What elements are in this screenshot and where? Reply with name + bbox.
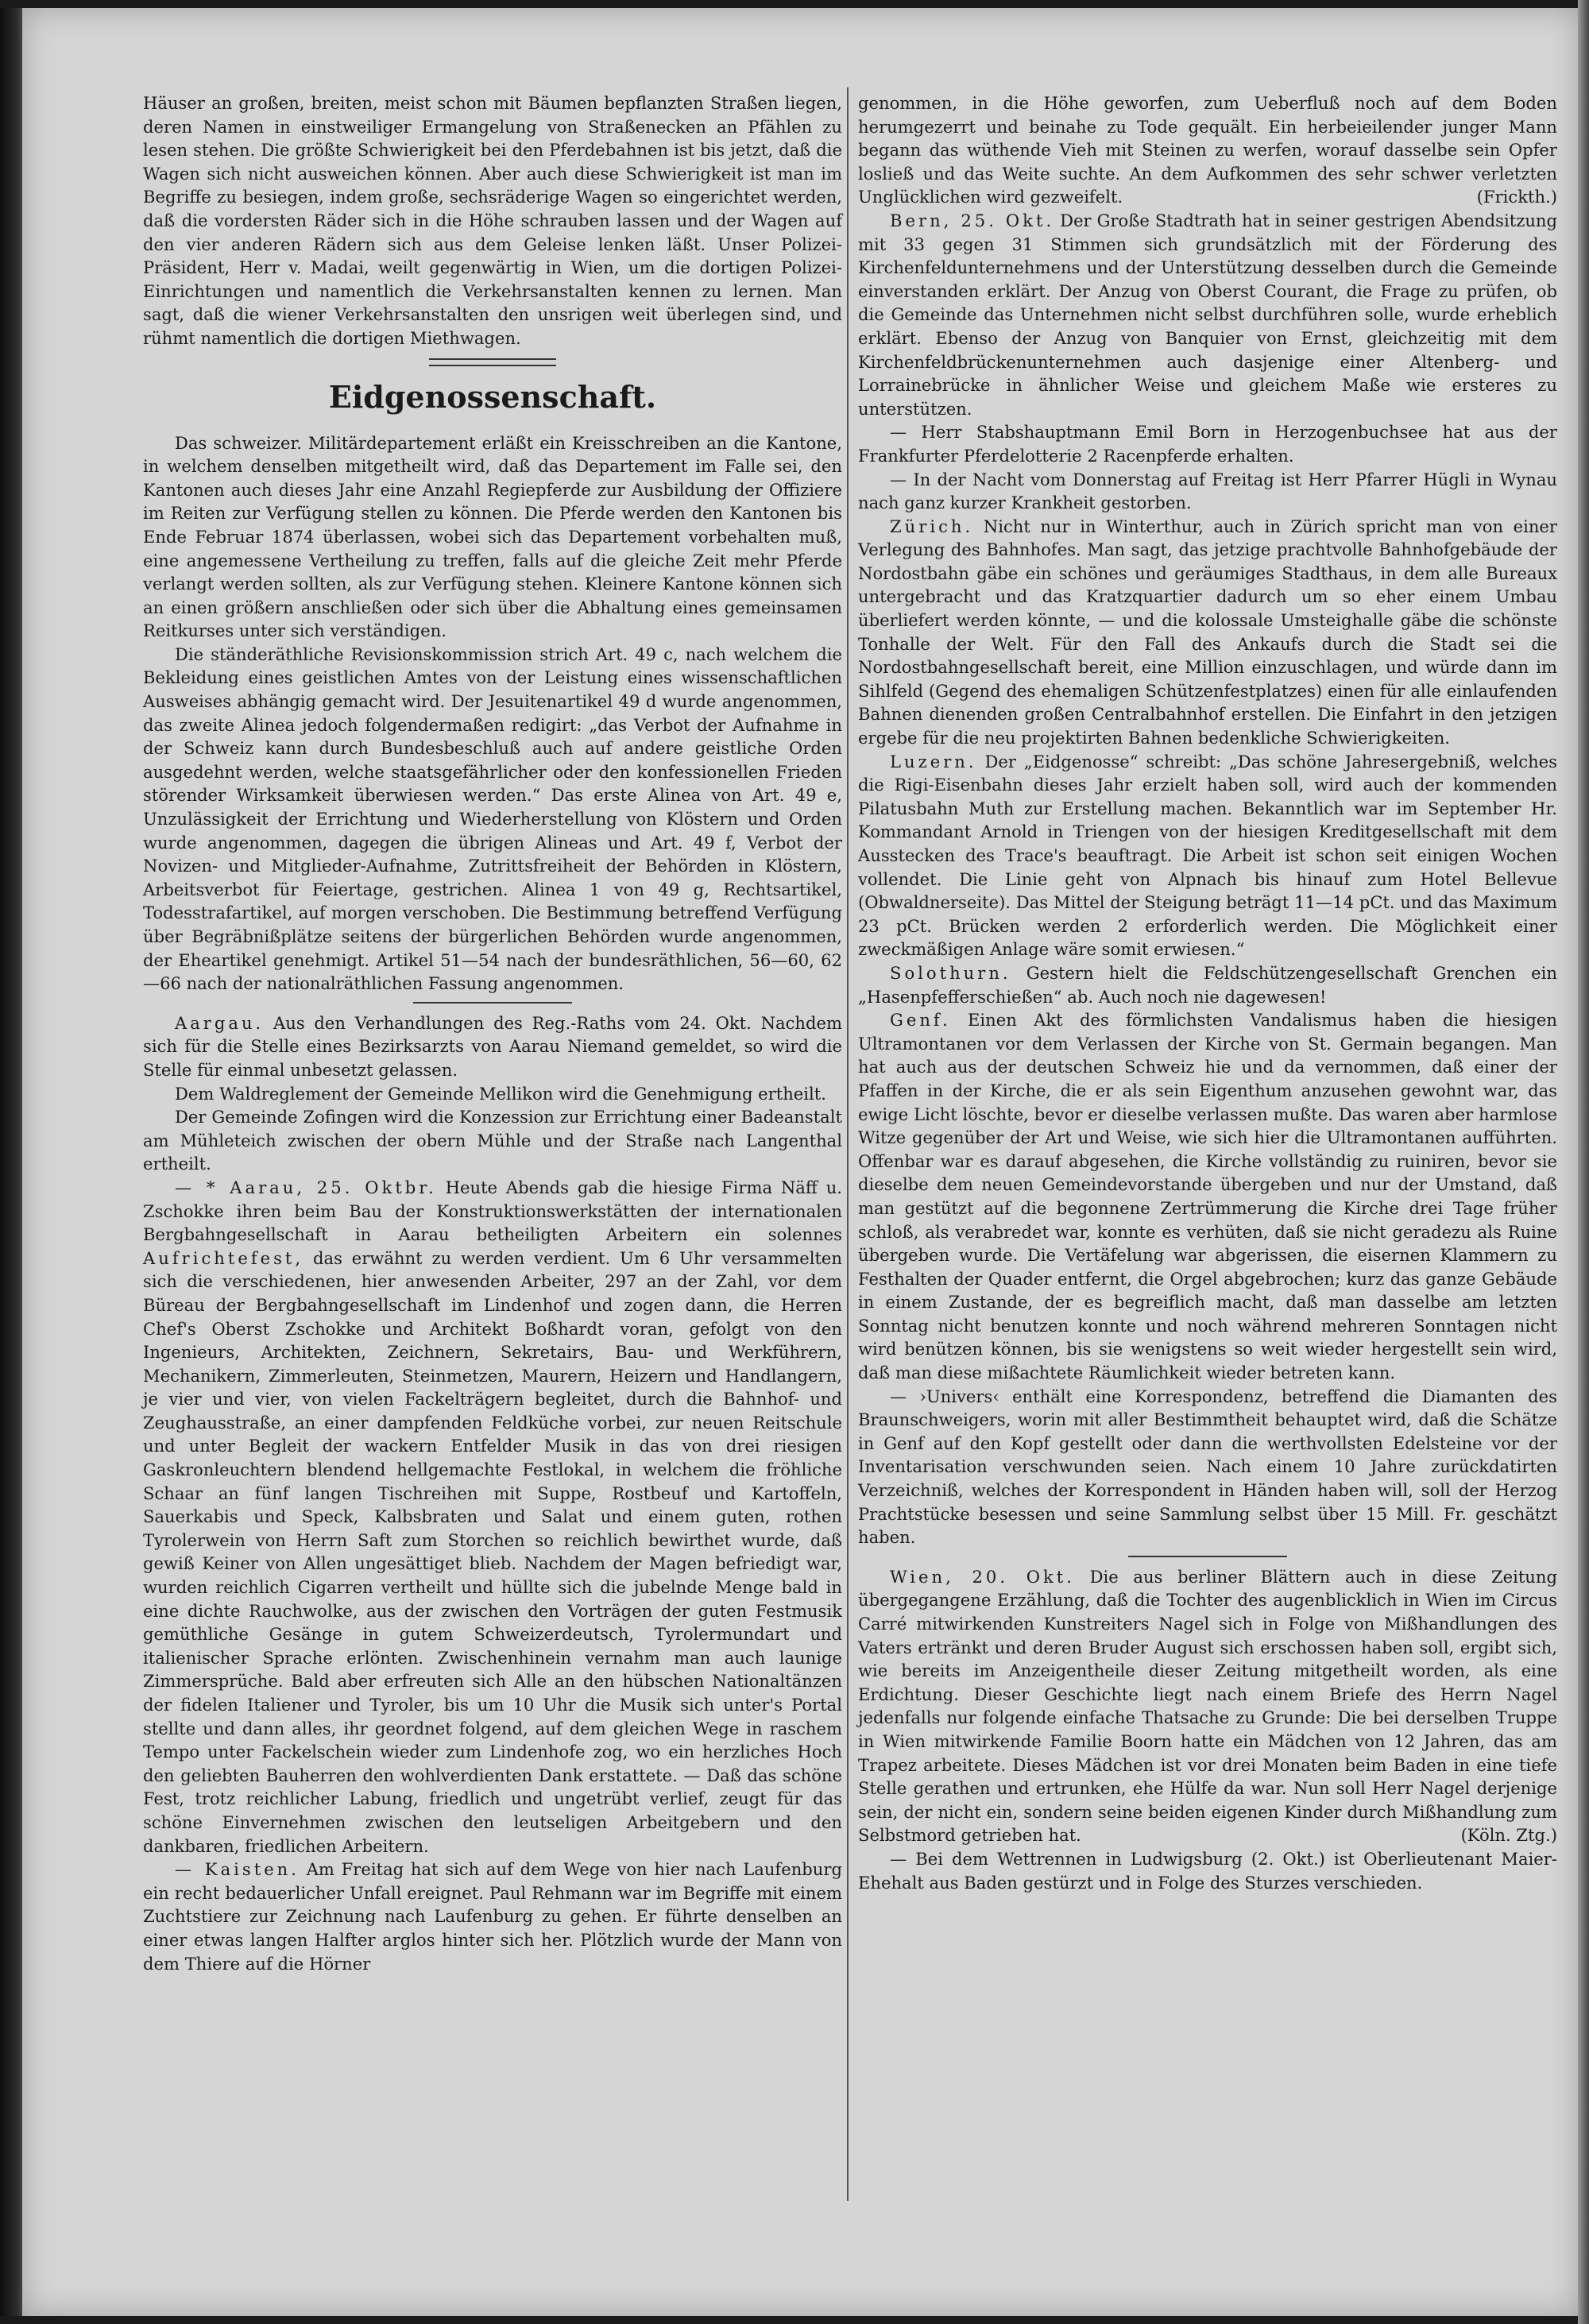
article-kaisten-continuation <box>858 91 1557 209</box>
right-column <box>858 91 1557 1894</box>
source-koeln-ztg: (Köln. Ztg.) <box>1460 1825 1557 1846</box>
article-aargau <box>143 1011 842 1082</box>
aufrichtefest-word: Aufrichtefest, <box>143 1247 304 1268</box>
article-kaisten <box>143 1858 842 1975</box>
article-revisionskommission: Die ständeräthliche Revisionskommission strich Art. 49 c, nach welchem die Bekleidung eines geistlichen Amtes von der Leistung eines wissenschaftlichen Ausweises abhängig gemacht wird. Der Jesuitenartikel 49 d wurde angenommen, das zweite Alinea jedoch folgendermaßen redigirt: „das Verbot der Aufnahme in der Schweiz kann durch Bundesbeschluß auch auf andere geistliche Orden ausgedehnt werden, welche staatsgefährlicher oder den konfessionellen Frieden störender Wirksamkeit überwiesen werden.“ Das erste Alinea von Art. 49 e, Unzulässigkeit der Errichtung und Wiederherstellung von Klöstern und Orden wurde angenommen, dagegen die übrigen Alineas und Art. 49 f, Verbot der Novizen- und Mitglieder-Aufnahme, Zutrittsfreiheit der Behörden in Klöstern, Arbeitsverbot für Feiertage, gestrichen. Alinea 1 von 49 g, Rechtsartikel, Todesstrafartikel, auf morgen verschoben. Die Bestimmung betreffend Verfügung über Begräbnißplätze seitens der bürgerlichen Behörden wurde angenommen, der Eheartikel genehmigt. Artikel 51—54 nach der bundesräthlichen, 56—60, 62—66 nach der nationalräthlichen Fassung angenommen. <box>143 644 842 994</box>
article-genf-text: Einen Akt des förmlichsten Vandalismus haben die hiesigen Ultramontanen vor dem Verlassen der Kirche von St. Germain begangen. Man hat auch aus der deutschen Schweiz hie und da vernommen, daß einer der Pfaffen in der Kirche, die er als sein Eigenthum anzusehen gewohnt war, das ewige Licht löschte, bevor er dieselbe verlassen mußte. Das waren aber harmlose Witze gegenüber der Art und Weise, wie sich hier die Ultramontanen aufführten. Offenbar war es darauf abgesehen, die Kirche vollständig zu ruiniren, bevor sie dieselbe dem neuen Gemeindevorstande übergeben und nur der Umstand, daß man gestützt auf die begonnene Zertrümmerung die Kirche drei Tage früher schloß, als verabredet war, konnte es verhüten, daß sie nicht geradezu als Ruine übergeben wurde. Die Vertäfelung war abgerissen, die eisernen Klammern zu Festhalten der Quader entfernt, die Orgel abgebrochen; kurz das ganze Gebäude in einem Zustande, der es begreiflich macht, daß man dasselbe am letzten Sonntag nicht benutzen konnte und noch während mehreren Sonntagen nicht wird benützen können, bis sie wenigstens so weit wieder hergestellt sein wird, daß man diese mißachtete Räumlichkeit wieder betreten kann. <box>858 1010 1557 1383</box>
article-aarau-text: das erwähnt zu werden verdient. Um 6 Uhr versammelten sich die verschiedenen, hier anwesenden Arbeiter, 297 an der Zahl, vor dem Büreau der Bergbahngesellschaft im Lindenhof und zogen dann, die Herren Chef's Oberst Zschokke und Architekt Boßhardt voran, gefolgt von den Ingenieurs, Architekten, Zeichnern, Sekretairs, Bau- und Werkführern, Mechanikern, Zimmerleuten, Steinmetzen, Maurern, Heizern und Handlangern, je vier und vier, von vielen Fackelträgern begleitet, durch die Bahnhof- und Zeughausstraße, an einer dampfenden Feldküche vorbei, zur neuen Reitschule und unter Begleit der wackern Entfelder Musik in das von drei riesigen Gaskronleuchtern blendend hellgemachte Festlokal, in welchem die fröhliche Schaar an fünf langen Tischreihen mit Suppe, Rostbeuf und Kartoffeln, Sauerkabis und Speck, Kalbsbraten und Salat und einem guten, rothen Tyrolerwein von Herrn Saft zum Storchen so reichlich bewirthet wurde, daß gewiß Keiner von Allen ungesättiget blieb. Nachdem der Magen befriedigt war, wurden reichlich Cigarren vertheilt und hüllte sich die jubelnde Menge bald in eine dichte Rauchwolke, aus der zwischen den Vorträgen der guten Festmusik gemüthliche Gesänge in gutem Schweizerdeutsch, Tyrolermundart und italienischer Sprache erlönten. Zwischenhinein vernahm man auch launige Zimmersprüche. Bald aber erfreuten sich Alle an den hübschen Nationaltänzen der fidelen Italiener und Tyroler, bis um 10 Uhr die Musik sich unter's Portal stellte und dann alles, ihr geordnet folgend, auf dem gleichen Wege in raschem Tempo unter Fackelschein wieder zum Lindenhofe zog, wo ein herzliches Hoch den geliebten Bauherren den wohlverdienten Dank erstattete. — Daß das schöne Fest, trotz reichlicher Labung, friedlich und ungetrübt verlief, zeugt für das schöne Einvernehmen zwischen den leutseligen Arbeitgebern und den dankbaren, friedlichen Arbeitern. <box>143 1247 842 1856</box>
place-kaisten: — Kaisten. <box>175 1859 300 1880</box>
left-column <box>143 91 842 1975</box>
article-berlin-continuation: Häuser an großen, breiten, meist schon mit Bäumen bepflanzten Straßen liegen, deren Namen in einstweiliger Ermangelung von Straßenecken an Pfählen zu lesen stehen. Die größte Schwierigkeit bei den Pferdebahnen ist bis jetzt, daß die Wagen sich nicht ausweichen können. Aber auch diese Schwierigkeit ist man im Begriffe zu besiegen, indem große, sechsräderige Wagen so eingerichtet werden, daß die vordersten Räder sich in die Höhe schrauben lassen und der Wagen auf den vier anderen Rädern sich aus dem Geleise lenken läßt. Unser Polizei-Präsident, Herr v. Madai, weilt gegenwärtig in Wien, um die dortigen Polizei-Einrichtungen und namentlich die Verkehrsanstalten kennen zu lernen. Man sagt, daß die wiener Verkehrsanstalten den unsrigen weit überlegen sind, und rühmt namentlich die dortigen Miethwagen. <box>143 93 842 348</box>
article-zuerich-text: Nicht nur in Winterthur, auch in Zürich spricht man von einer Verlegung des Bahnhofes. Man sagt, das jetzige prachtvolle Bahnhofgebäude der Nordostbahn gäbe ein schönes und geräumiges Stadthaus, in dem alle Bureaux untergebracht und das Kratzquartier dadurch um so eher einem Umbau überliefert werden könnte, — und die kolossale Umsteighalle gäbe die schönste Tonhalle der Welt. Für den Fall des Ankaufs durch die Stadt sei die Nordostbahngesellschaft bereit, eine Million einzuschlagen, und würde dann im Sihlfeld (Gegend des ehemaligen Schützenfestplatzes) einen für alle einlaufenden Bahnen dienenden großen Centralbahnhof erstellen. Die Einfahrt in den jetzigen ergebe für die neu projektirten Bahnen bedenkliche Schwierigkeiten. <box>858 516 1557 748</box>
article-luzern <box>858 750 1557 961</box>
article-zofingen: Der Gemeinde Zofingen wird die Konzession zur Errichtung einer Badeanstalt am Mühleteich zwischen der obern Mühle und der Straße nach Langenthal ertheilt. <box>143 1107 842 1174</box>
article-separator <box>1128 1556 1287 1557</box>
place-solothurn: Solothurn. <box>890 962 1011 983</box>
article-kaisten-cont-text: genommen, in die Höhe geworfen, zum Ueberfluß noch auf dem Boden herumgezerrt und beinahe zu Tode gequält. Ein herbeieilender junger Mann begann das wüthende Vieh mit Steinen zu werfen, worauf dasselbe sein Opfer losließ und das Weite suchte. An dem Aufkommen des sehr schwer verletzten Unglücklichen wird gezweifelt. <box>858 93 1557 207</box>
article-born: — Herr Stabshauptmann Emil Born in Herzogenbuchsee hat aus der Frankfurter Pferdelotterie 2 Racenpferde erhalten. <box>858 422 1557 466</box>
article-bern <box>858 209 1557 420</box>
article-militaerdepartement: Das schweizer. Militärdepartement erläßt ein Kreisschreiben an die Kantone, in welchem denselben mitgetheilt wird, daß das Departement im Falle sei, den Kantonen auch dieses Jahr eine Anzahl Regiepferde zur Ausbildung der Offiziere im Reiten zur Verfügung stellen zu können. Die Pferde werden den Kantonen bis Ende Februar 1874 überlassen, wobei sich das Departement vorbehalten muß, eine angemessene Vertheilung zu treffen, falls auf die gleiche Zeit mehr Pferde verlangt werden sollten, als zur Verfügung stehen. Kleinere Kantone können sich an einen größern anschließen oder sich über die Abhaltung eines gemeinsamen Reitkurses unter sich verständigen. <box>143 432 842 641</box>
place-luzern: Luzern. <box>890 751 977 771</box>
article-genf <box>858 1008 1557 1385</box>
article-wettrennen: — Bei dem Wettrennen in Ludwigsburg (2. Okt.) ist Oberlieutenant Maier-Ehehalt aus Baden gestürzt und in Folge des Sturzes verschieden. <box>858 1848 1557 1893</box>
page-edge <box>1578 0 1589 2324</box>
place-aargau: Aargau. <box>175 1012 265 1033</box>
article-waldreglement: Dem Waldreglement der Gemeinde Mellikon wird die Genehmigung ertheilt. <box>175 1083 826 1104</box>
source-frickth: (Frickth.) <box>1476 187 1557 207</box>
section-heading: Eidgenossenschaft. <box>328 378 657 415</box>
article-luzern-text: Der „Eidgenosse“ schreibt: „Das schöne Jahresergebniß, welches die Rigi-Eisenbahn dieses Jahr erzielt haben soll, wird auch der kommenden Pilatusbahn Muth zur Erstellung machen. Bekanntlich war im September Hr. Kommandant Arnold in Triengen von der hiesigen Kreditgesellschaft mit dem Ausstecken des Trace's beauftragt. Die Arbeit ist schon seit einigen Wochen vollendet. Die Linie geht von Alpnach bis hinauf zum Hotel Bellevue (Obwaldnerseite). Das Mittel der Steigung beträgt 11—14 pCt. und das Maximum 23 pCt. Brücken werden 2 erforderlich werden. Die Möglichkeit einer zweckmäßigen Anlage wäre somit erwiesen.“ <box>858 751 1557 960</box>
article-bern-text: Der Große Stadtrath hat in seiner gestrigen Abendsitzung mit 33 gegen 31 Stimmen sich grundsätzlich mit der Förderung des Kirchenfeldunternehmens und der Unterstützung desselben durch die Gemeinde einverstanden erklärt. Der Anzug von Oberst Courant, die Frage zu prüfen, ob die Gemeinde das Unternehmen nicht selbst durchführen solle, wurde erheblich erklärt. Ebenso der Anzug von Banquier von Ernst, gleichzeitig mit dem Kirchenfeldbrückenunternehmen auch dasjenige einer Altenberg- und Lorrainebrücke in ähnlicher Weise und gleichem Maße wie ersteres zu unterstützen. <box>858 210 1557 419</box>
article-separator <box>413 1002 572 1003</box>
column-rule <box>847 87 849 2201</box>
article-univers: — ›Univers‹ enthält eine Korrespondenz, betreffend die Diamanten des Braunschweigers, worin mit aller Bestimmtheit behauptet wird, daß die Schätze in Genf auf den Kopf gestellt oder dann die werthvollsten Edelsteine vor der Inventarisation verschwunden seien. Nach einem 10 Jahre zurückdatirten Verzeichniß, welches der Korrespondent in Händen haben will, soll der Herzog Prachtstücke besessen und seine Sammlung selbst über 15 Mill. Fr. geschätzt haben. <box>858 1386 1557 1548</box>
place-bern: Bern, 25. Okt. <box>890 210 1055 230</box>
article-wien-text: Die aus berliner Blättern auch in diese Zeitung übergegangene Erzählung, daß die Tochter des augenblicklich in Wien im Circus Carré mitwirkenden Kunstreiters Nagel sich in Folge von Mißhandlungen des Vaters ertränkt und deren Bruder August sich erschossen haben soll, ergibt sich, wie bereits im Anzeigentheile dieser Zeitung mitgetheilt worden, als eine Erdichtung. Dieser Geschichte liegt nach einem Briefe des Herrn Nagel jedenfalls nur folgende einfache Thatsache zu Grunde: Die bei derselben Truppe in Wien mitwirkende Familie Boorn hatte ein Mädchen von 12 Jahren, das am Trapez arbeitete. Dieses Mädchen ist vor drei Monaten beim Baden in eine tiefe Stelle gerathen und ertrunken, ehe Hülfe da war. Nun soll Herr Nagel derjenige sein, der nicht ein, sondern seine beiden eigenen Kinder durch Mißhandlung zum Selbstmord getrieben hat. <box>858 1566 1557 1846</box>
article-kaisten-text: Am Freitag hat sich auf dem Wege von hier nach Laufenburg ein recht bedauerlicher Unfall ereignet. Paul Rehmann war im Begriffe mit einem Zuchtstiere zur Zeichnung nach Laufenburg zu gehen. Er führte denselben an einer etwas langen Halfter arglos hinter sich her. Plötzlich wurde der Mann von dem Thiere auf die Hörner <box>143 1859 842 1974</box>
article-solothurn-text: Gestern hielt die Feldschützengesellschaft Grenchen ein „Hasenpfefferschießen“ ab. Auch noch nie dagewesen! <box>858 962 1557 1007</box>
article-aargau-text: Aus den Verhandlungen des Reg.-Raths vom 24. Okt. Nachdem sich für die Stelle eines Bezirksarzts von Aarau Niemand gemeldet, so wird die Stelle für einmal unbesetzt gelassen. <box>143 1012 842 1080</box>
article-zuerich <box>858 515 1557 750</box>
place-wien: Wien, 20. Okt. <box>890 1566 1075 1587</box>
article-wien <box>858 1565 1557 1847</box>
place-zuerich: Zürich. <box>890 516 974 536</box>
place-aarau: — * Aarau, 25. Oktbr. <box>175 1177 437 1197</box>
place-genf: Genf. <box>890 1010 951 1031</box>
article-aarau <box>143 1176 842 1858</box>
article-solothurn <box>858 961 1557 1008</box>
article-huegli: — In der Nacht vom Donnerstag auf Freitag ist Herr Pfarrer Hügli in Wynau nach ganz kurzer Krankheit gestorben. <box>858 469 1557 513</box>
article-aarau-lead: Heute Abends gab die hiesige Firma Näff u. Zschokke ihren beim Bau der Konstruktionswerkstätten der internationalen Bergbahngesellschaft in Aarau betheiligten Arbeitern ein solennes <box>143 1177 842 1245</box>
section-separator <box>429 358 556 366</box>
